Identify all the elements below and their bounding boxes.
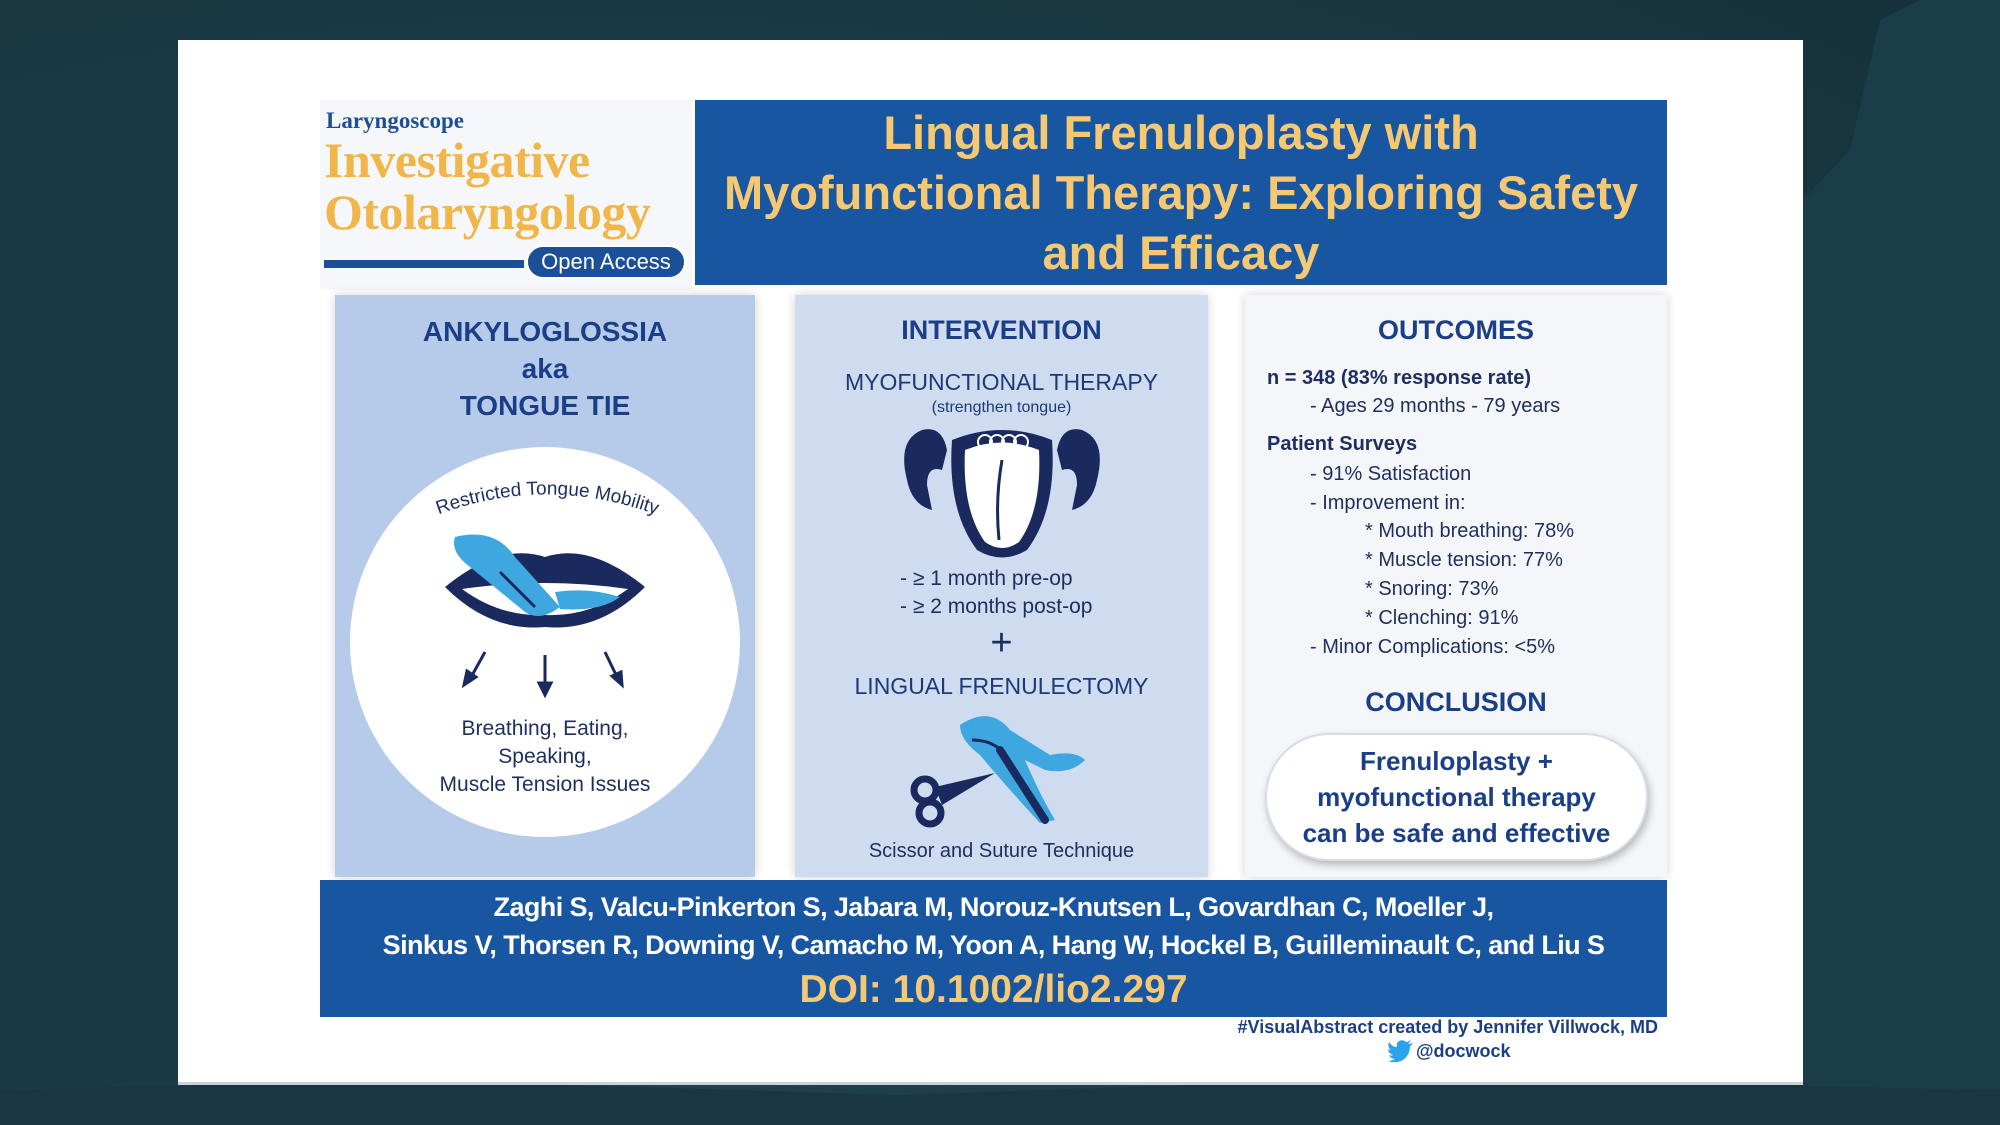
therapy-label: MYOFUNCTIONAL THERAPY [844,369,1159,395]
sample-size: n = 348 (83% response rate) [1267,367,1532,389]
heading-line-2: aka [521,353,569,384]
conclusion-line-2: myofunctional therapy [1317,782,1596,812]
open-access-badge: Open Access [526,245,686,279]
authors-line-2: Sinkus V, Thorsen R, Downing V, Camacho M, Yoon A, Hang W, Hockel B, Guilleminault C, and Liu S [382,930,1605,960]
list-item: * Clenching: 91% [1365,607,1519,629]
ages-range: - Ages 29 months - 79 years [1310,395,1561,417]
scissor-tongue-icon [900,705,1110,830]
twitter-handle-link[interactable] [1388,1040,1511,1062]
surveys-label: Patient Surveys [1267,433,1418,455]
satisfaction-stat: - 91% Satisfaction [1310,463,1472,485]
arc-label: Restricted Tongue Mobility [433,478,662,520]
duration-preop: - ≥ 1 month pre-op [900,567,1073,590]
twitter-bird-icon [1388,1040,1414,1062]
list-item: * Snoring: 73% [1365,578,1499,600]
logo-line-2: Otolaryngology [324,184,651,240]
issues-text [350,715,740,799]
arrow-icons [464,652,622,695]
list-item: * Mouth breathing: 78% [1365,520,1575,542]
ankyloglossia-panel [335,295,755,877]
visual-abstract-slide [178,40,1803,1085]
conclusion-box [1265,733,1648,861]
conclusion-line-1: Frenuloplasty + [1360,746,1553,776]
heading-line-3: TONGUE TIE [459,390,631,421]
technique-label: Scissor and Suture Technique [868,840,1135,862]
authors-line-1: Zaghi S, Valcu-Pinkerton S, Jabara M, Norouz-Knutsen L, Govardhan C, Moeller J, [493,892,1494,922]
intervention-panel [795,295,1208,877]
therapy-sublabel: (strengthen tongue) [931,399,1072,416]
outcomes-panel [1245,295,1667,877]
intervention-heading: INTERVENTION [901,315,1102,345]
frenulectomy-label: LINGUAL FRENULECTOMY [854,673,1149,699]
conclusion-text [1277,743,1637,851]
twitter-handle: @docwock [1416,1040,1511,1061]
outcomes-heading: OUTCOMES [1377,315,1534,345]
issues-line-1: Breathing, Eating, [461,717,629,740]
strong-tongue-icon [897,420,1107,565]
improvement-label: - Improvement in: [1310,492,1466,514]
journal-logo [320,100,692,290]
list-item: * Muscle tension: 77% [1365,549,1563,571]
complications-stat: - Minor Complications: <5% [1310,636,1556,658]
logo-small-text: Laryngoscope [326,108,464,133]
credit-text: #VisualAbstract created by Jennifer Villwock, MD [1237,1017,1658,1037]
mouth-icon [445,535,645,628]
heading-line-1: ANKYLOGLOSSIA [422,316,668,347]
issues-line-3: Muscle Tension Issues [439,773,651,796]
page-title: Lingual Frenuloplasty with Myofunctional Therapy: Exploring Safety and Efficacy [724,105,1638,279]
tongue-tie-circle [350,447,740,837]
doi-link[interactable]: DOI: 10.1002/lio2.297 [799,968,1188,1011]
conclusion-line-3: can be safe and effective [1302,818,1611,848]
logo-bar [324,260,524,268]
duration-postop: - ≥ 2 months post-op [900,595,1093,618]
issues-line-2: Speaking, [498,745,592,768]
title-banner [695,100,1667,285]
plus-sign: + [990,622,1013,664]
conclusion-heading: CONCLUSION [1365,687,1547,717]
citation-footer [320,880,1667,1017]
ankyloglossia-heading [335,313,755,424]
logo-line-1: Investigative [324,132,590,188]
